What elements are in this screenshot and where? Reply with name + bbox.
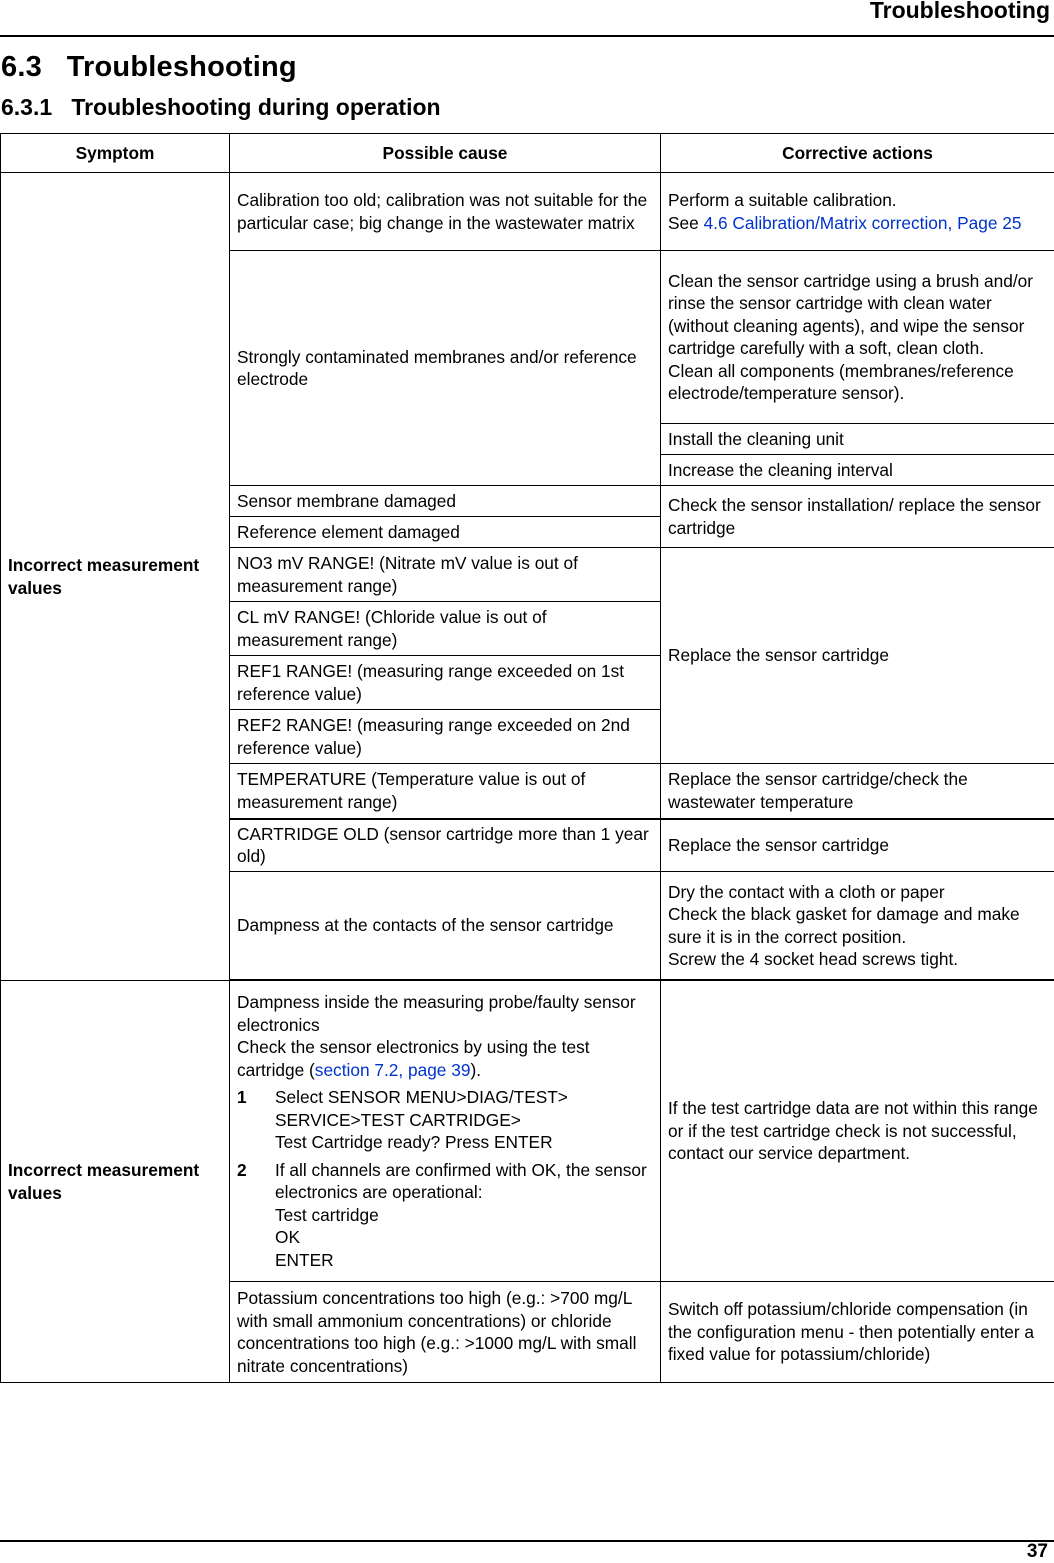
section-title: Troubleshooting xyxy=(67,51,297,83)
section-number: 6.3 xyxy=(1,51,42,83)
col-header-symptom: Symptom xyxy=(1,134,230,173)
action-text: Clean the sensor cartridge using a brush and/or rinse the sensor cartridge with clean water (without cleaning agents), and wipe the sensor cartridge carefully with a soft, clean cloth. xyxy=(668,270,1047,360)
action-cell: Increase the cleaning interval xyxy=(661,455,1054,486)
step-line: Test cartridge xyxy=(275,1204,653,1227)
action-text: Check the black gasket for damage and make sure it is in the correct position. xyxy=(668,903,1047,948)
cause-cell: CARTRIDGE OLD (sensor cartridge more than 1 year old) xyxy=(230,819,661,872)
step-number: 1 xyxy=(237,1086,275,1154)
cause-cell: Sensor membrane damaged xyxy=(230,486,661,517)
step-line: Test Cartridge ready? Press ENTER xyxy=(275,1131,568,1154)
see-text: See xyxy=(668,213,704,233)
step-text xyxy=(275,1086,568,1154)
action-text: Clean all components (membranes/reference electrode/temperature sensor). xyxy=(668,360,1047,405)
action-cell: Install the cleaning unit xyxy=(661,424,1054,455)
col-header-cause: Possible cause xyxy=(230,134,661,173)
step-line: Select SENSOR MENU>DIAG/TEST> xyxy=(275,1086,568,1109)
action-cell: Replace the sensor cartridge xyxy=(661,548,1054,764)
cause-cell: CL mV RANGE! (Chloride value is out of measurement range) xyxy=(230,602,661,656)
step-text xyxy=(275,1159,653,1272)
cause-cell: Reference element damaged xyxy=(230,517,661,548)
action-cell xyxy=(661,251,1054,424)
step-line: SERVICE>TEST CARTRIDGE> xyxy=(275,1109,568,1132)
step-line: OK xyxy=(275,1226,653,1249)
step-2 xyxy=(237,1159,653,1272)
action-cell: Replace the sensor cartridge/check the wastewater temperature xyxy=(661,764,1054,819)
table-header-row xyxy=(1,134,1054,173)
header-title: Troubleshooting xyxy=(870,0,1050,24)
cause-cell: NO3 mV RANGE! (Nitrate mV value is out of measurement range) xyxy=(230,548,661,602)
step-1 xyxy=(237,1086,653,1154)
subsection-title: Troubleshooting during operation xyxy=(71,94,440,120)
table-row xyxy=(1,981,1054,1282)
action-cell xyxy=(661,173,1054,251)
cause-cell: Potassium concentrations too high (e.g.: >700 mg/L with small ammonium concentrations) or chloride concentrations too high (e.g.: >1000 mg/L with small nitrate concentrations) xyxy=(230,1282,661,1383)
section-heading xyxy=(1,51,297,84)
cause-cell: REF1 RANGE! (measuring range exceeded on 1st reference value) xyxy=(230,656,661,710)
cause-text: Dampness inside the measuring probe/faulty sensor electronics xyxy=(237,991,653,1036)
col-header-actions: Corrective actions xyxy=(661,134,1054,173)
table-row xyxy=(1,173,1054,251)
action-cell: If the test cartridge data are not within this range or if the test cartridge check is not successful, contact our service department. xyxy=(661,981,1054,1282)
step-number: 2 xyxy=(237,1159,275,1272)
page-number: 37 xyxy=(1027,1541,1048,1563)
action-cell: Replace the sensor cartridge xyxy=(661,819,1054,872)
cause-cell xyxy=(230,981,661,1282)
step-line: If all channels are confirmed with OK, the sensor electronics are operational: xyxy=(275,1159,653,1204)
cause-cell: TEMPERATURE (Temperature value is out of measurement range) xyxy=(230,764,661,819)
action-cell: Switch off potassium/chloride compensation (in the configuration menu - then potentially enter a fixed value for potassium/chloride) xyxy=(661,1282,1054,1383)
cause-text-part: Check the sensor electronics by using the test cartridge ( xyxy=(237,1037,590,1080)
cause-cell: REF2 RANGE! (measuring range exceeded on 2nd reference value) xyxy=(230,710,661,764)
cause-text xyxy=(237,1036,653,1081)
calibration-link[interactable]: 4.6 Calibration/Matrix correction, Page 25 xyxy=(704,213,1022,233)
subsection-number: 6.3.1 xyxy=(1,94,52,120)
troubleshooting-table xyxy=(0,133,1054,1383)
cause-cell: Strongly contaminated membranes and/or reference electrode xyxy=(230,251,661,486)
cause-text-part: ). xyxy=(470,1060,481,1080)
action-text: Screw the 4 socket head screws tight. xyxy=(668,948,1047,971)
action-text: Perform a suitable calibration. xyxy=(668,189,1047,212)
step-line: ENTER xyxy=(275,1249,653,1272)
action-cell: Check the sensor installation/ replace the sensor cartridge xyxy=(661,486,1054,548)
symptom-cell: Incorrect measurement values xyxy=(1,981,230,1383)
page-header xyxy=(0,0,1054,37)
cause-cell: Dampness at the contacts of the sensor cartridge xyxy=(230,872,661,980)
subsection-heading xyxy=(1,94,441,121)
action-text xyxy=(668,212,1047,235)
symptom-cell: Incorrect measurement values xyxy=(1,173,230,981)
action-text: Dry the contact with a cloth or paper xyxy=(668,881,1047,904)
section-7-2-link[interactable]: section 7.2, page 39 xyxy=(315,1060,471,1080)
cause-cell: Calibration too old; calibration was not suitable for the particular case; big change in the wastewater matrix xyxy=(230,173,661,251)
action-cell xyxy=(661,872,1054,980)
footer-rule xyxy=(0,1540,1054,1542)
